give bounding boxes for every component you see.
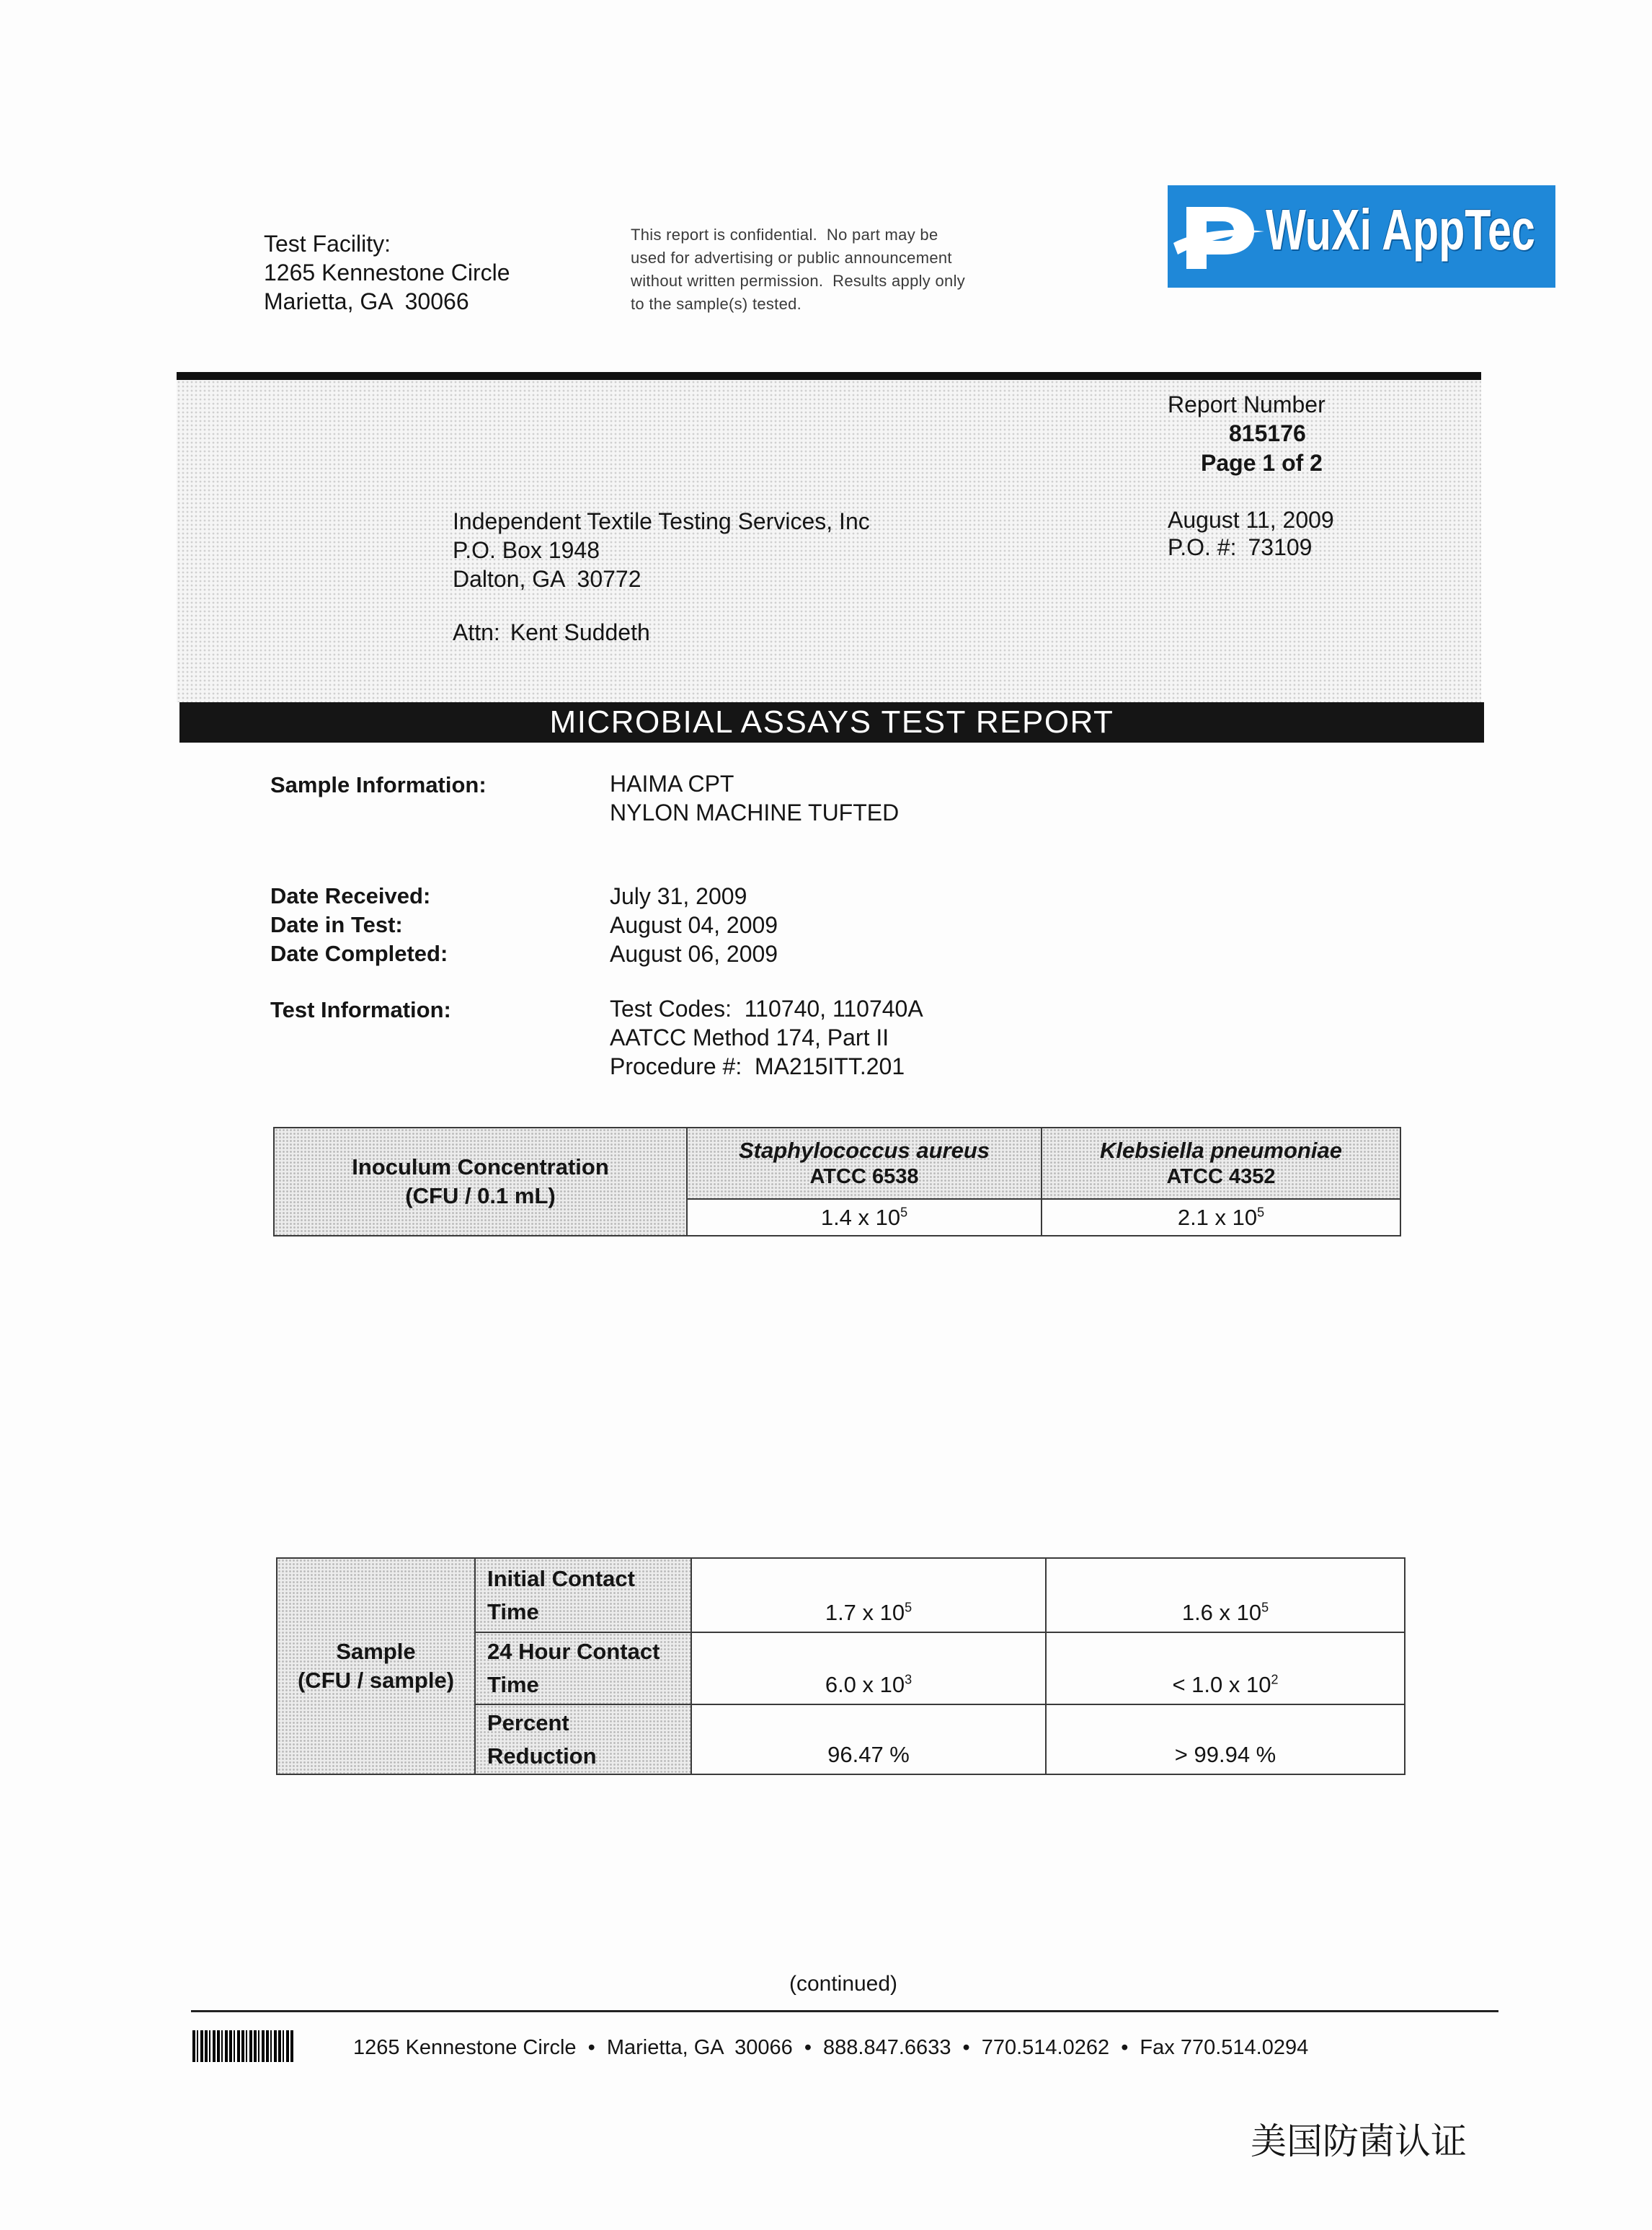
- report-title: MICROBIAL ASSAYS TEST REPORT: [179, 702, 1484, 743]
- notice-line: used for advertising or public announcement: [631, 249, 952, 267]
- report-page: Page 1 of 2: [1201, 450, 1323, 476]
- date-received-label: Date Received:: [270, 883, 431, 908]
- recipient-address: [453, 507, 870, 593]
- sample-information-value: [610, 769, 899, 827]
- purchase-order: [1168, 533, 1312, 562]
- po-number: 73109: [1248, 534, 1313, 560]
- recipient-po-box: P.O. Box 1948: [453, 537, 600, 563]
- inoculum-table: [273, 1127, 1401, 1236]
- notice-line: to the sample(s) tested.: [631, 295, 802, 313]
- value-base: < 1.0 x 10: [1172, 1672, 1271, 1697]
- notice-line: without written permission. Results apply only: [631, 272, 966, 290]
- result-value-cell: [691, 1558, 1046, 1632]
- wuxi-logo-mark-icon: [1172, 195, 1266, 275]
- report-number-label: Report Number: [1168, 391, 1325, 417]
- date-values: [610, 882, 778, 968]
- value-base: 1.6 x 10: [1181, 1600, 1262, 1625]
- value-base: 2.1 x 10: [1177, 1204, 1258, 1230]
- date-received: July 31, 2009: [610, 883, 747, 909]
- date-completed: August 06, 2009: [610, 941, 778, 967]
- continued-note: (continued): [789, 1972, 898, 1996]
- row-label-cell: [475, 1558, 691, 1632]
- organism-header-cell: [687, 1128, 1042, 1199]
- organism-name: Staphylococcus aureus: [738, 1137, 990, 1163]
- date-in-test: August 04, 2009: [610, 912, 778, 938]
- notice-line: This report is confidential. No part may be: [631, 226, 938, 244]
- organism-strain: ATCC 4352: [1166, 1164, 1276, 1188]
- result-value-cell: [1046, 1704, 1405, 1774]
- organism-name: Klebsiella pneumoniae: [1100, 1137, 1342, 1163]
- report-number: 815176: [1229, 420, 1306, 446]
- row-label: Initial Contact: [487, 1565, 635, 1591]
- company-logo: [1168, 185, 1555, 288]
- value-exponent: 5: [1261, 1600, 1269, 1615]
- row-label: Percent: [487, 1709, 569, 1735]
- row-label: Time: [487, 1598, 539, 1624]
- result-value-cell: [691, 1704, 1046, 1774]
- row-label: 24 Hour Contact: [487, 1639, 660, 1664]
- report-date: August 11, 2009: [1168, 507, 1334, 533]
- value-exponent: 5: [900, 1205, 908, 1220]
- date-in-test-label: Date in Test:: [270, 912, 403, 937]
- footer-separator: •: [587, 2036, 595, 2059]
- test-method: AATCC Method 174, Part II: [610, 1025, 889, 1050]
- header-top-rule: [177, 372, 1481, 380]
- footer-phone: 888.847.6633: [823, 2036, 951, 2059]
- test-information-value: [610, 994, 923, 1081]
- footer-address: 1265 Kennestone Circle: [353, 2036, 577, 2059]
- result-value-cell: [691, 1632, 1046, 1704]
- date-completed-label: Date Completed:: [270, 941, 448, 966]
- organism-header-cell: [1042, 1128, 1400, 1199]
- facility-label: Test Facility:: [264, 231, 391, 257]
- value-exponent: 5: [905, 1600, 912, 1615]
- sample-unit: (CFU / sample): [297, 1668, 455, 1693]
- inoculum-value-cell: [687, 1199, 1042, 1236]
- footer-city: Marietta, GA 30066: [606, 2036, 793, 2059]
- test-information-label: Test Information:: [270, 997, 451, 1022]
- footer-separator: •: [1121, 2036, 1129, 2059]
- value-base: > 99.94 %: [1174, 1742, 1276, 1767]
- po-label: P.O. #:: [1168, 534, 1237, 560]
- results-table: [276, 1557, 1405, 1775]
- barcode-image: [192, 2030, 295, 2062]
- value-exponent: 2: [1271, 1672, 1279, 1687]
- row-label: Reduction: [487, 1743, 597, 1769]
- footer-rule: [191, 2010, 1498, 2012]
- value-base: 6.0 x 10: [825, 1672, 905, 1697]
- row-label-cell: [475, 1632, 691, 1704]
- footer-fax: Fax 770.514.0294: [1140, 2036, 1309, 2059]
- recipient-company: Independent Textile Testing Services, Inc: [453, 508, 870, 534]
- attn-label: Attn:: [453, 619, 500, 645]
- footer-phone: 770.514.0262: [981, 2036, 1110, 2059]
- recipient-city: Dalton, GA 30772: [453, 566, 641, 592]
- value-exponent: 3: [905, 1672, 912, 1687]
- row-label: Time: [487, 1672, 539, 1697]
- facility-city: Marietta, GA 30066: [264, 288, 469, 314]
- facility-street: 1265 Kennestone Circle: [264, 260, 510, 286]
- organism-strain: ATCC 6538: [809, 1164, 919, 1188]
- test-codes: Test Codes: 110740, 110740A: [610, 996, 923, 1022]
- sample-label: Sample: [336, 1639, 416, 1664]
- confidentiality-notice: [631, 224, 965, 316]
- inoculum-label-cell: [274, 1128, 687, 1236]
- footer-separator: •: [962, 2036, 970, 2059]
- sample-label-cell: [277, 1558, 475, 1774]
- test-facility-block: [264, 229, 510, 316]
- row-label-cell: [475, 1704, 691, 1774]
- value-base: 1.7 x 10: [825, 1600, 905, 1625]
- attn-name: Kent Suddeth: [510, 619, 650, 645]
- date-labels: [270, 882, 448, 968]
- footer-contact-line: [353, 2035, 1308, 2061]
- result-value-cell: [1046, 1558, 1405, 1632]
- value-base: 1.4 x 10: [820, 1204, 901, 1230]
- footer-separator: •: [804, 2036, 812, 2059]
- value-base: 96.47 %: [827, 1742, 910, 1767]
- sample-line: NYLON MACHINE TUFTED: [610, 800, 900, 826]
- inoculum-label: Inoculum Concentration: [352, 1154, 609, 1180]
- inoculum-value-cell: [1042, 1199, 1400, 1236]
- logo-wordmark: WuXi AppTec: [1266, 198, 1535, 262]
- value-exponent: 5: [1257, 1205, 1265, 1220]
- inoculum-unit: (CFU / 0.1 mL): [405, 1183, 556, 1208]
- attention-line: [453, 618, 650, 647]
- chinese-annotation: 美国防菌认证: [1251, 2120, 1467, 2162]
- result-value-cell: [1046, 1632, 1405, 1704]
- test-procedure: Procedure #: MA215ITT.201: [610, 1053, 905, 1079]
- sample-information-label: Sample Information:: [270, 772, 487, 797]
- sample-line: HAIMA CPT: [610, 771, 734, 797]
